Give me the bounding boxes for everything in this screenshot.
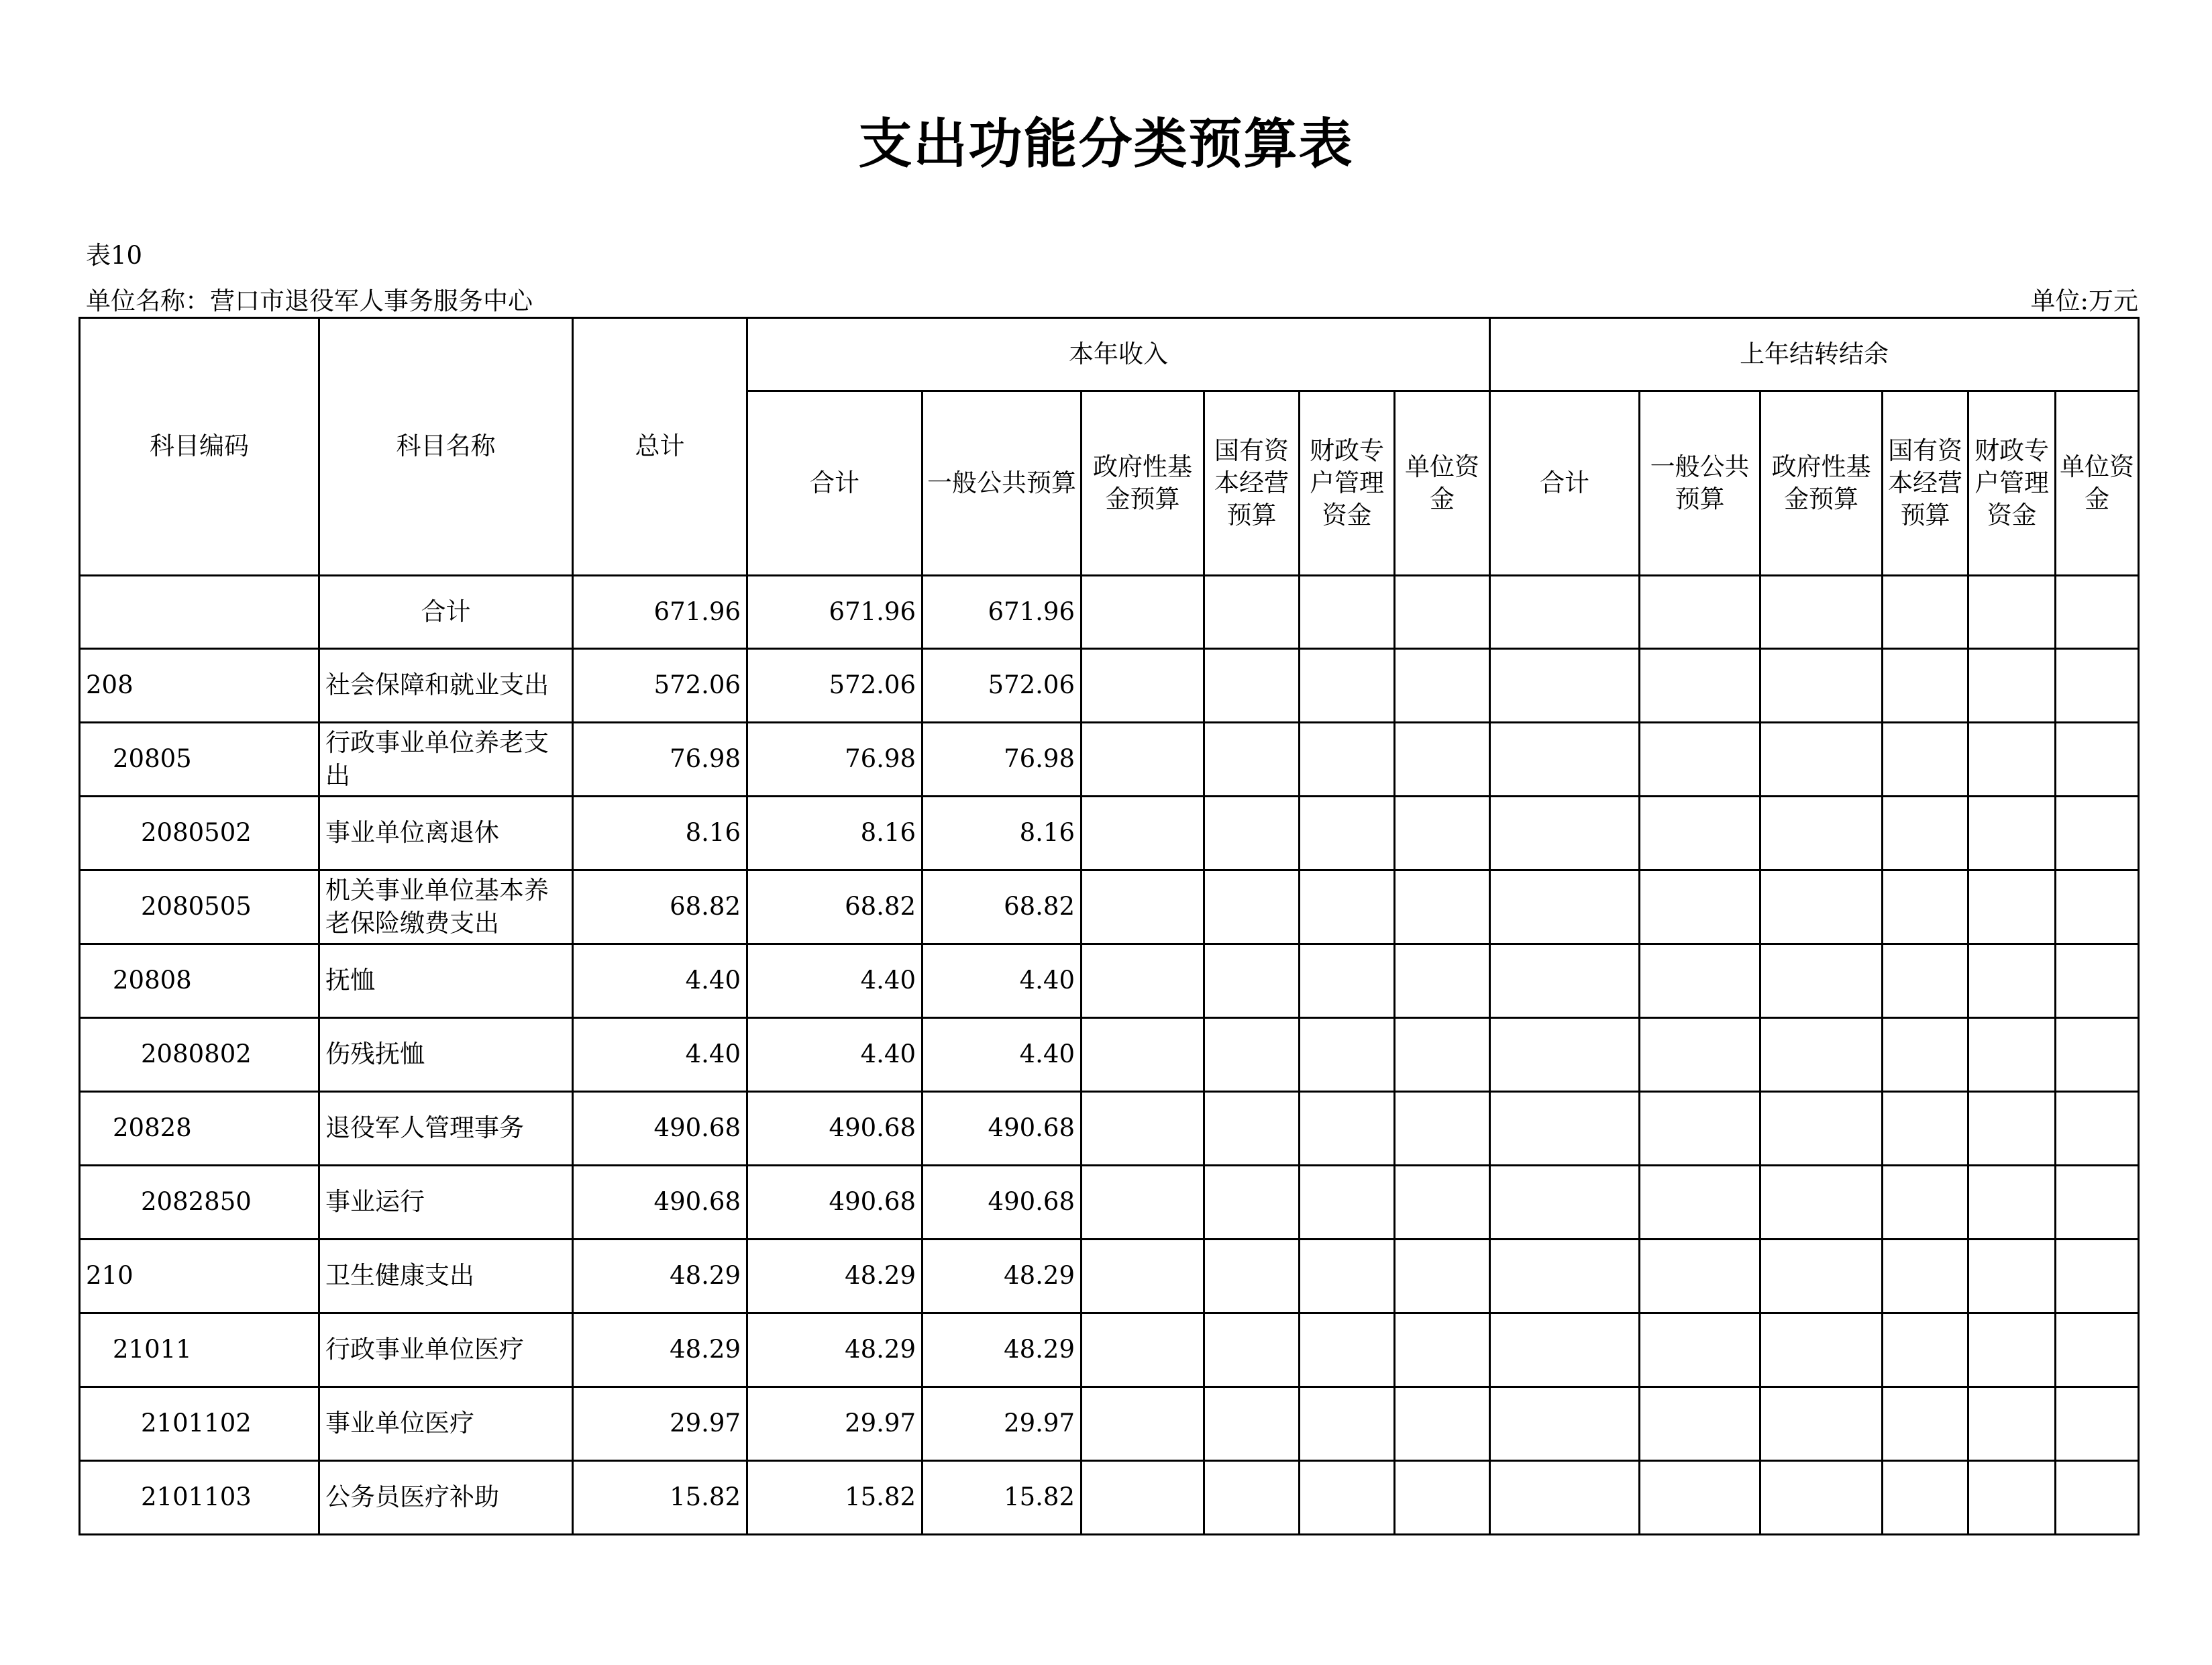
cell-cy-sum: 68.82 — [747, 870, 923, 944]
header-ly-fiscal-special: 财政专户管理资金 — [1968, 391, 2056, 576]
cell-cy-sum: 4.40 — [747, 1018, 923, 1092]
cell-cy-general: 48.29 — [923, 1313, 1082, 1387]
cell-empty — [1490, 1387, 1640, 1461]
cell-empty — [1395, 1240, 1490, 1313]
cell-empty — [1204, 1240, 1300, 1313]
cell-cy-sum: 48.29 — [747, 1240, 923, 1313]
header-last-year: 上年结转结余 — [1490, 318, 2139, 391]
cell-empty — [1490, 1166, 1640, 1240]
cell-empty — [1640, 1461, 1760, 1535]
cell-empty — [1395, 1387, 1490, 1461]
cell-empty — [2056, 1387, 2139, 1461]
cell-empty — [1490, 1092, 1640, 1166]
table-row — [80, 1092, 2139, 1166]
cell-empty — [1395, 870, 1490, 944]
cell-empty — [1204, 1018, 1300, 1092]
cell-name: 退役军人管理事务 — [319, 1092, 573, 1166]
cell-empty — [1640, 797, 1760, 870]
cell-empty — [1883, 1166, 1968, 1240]
cell-empty — [1883, 576, 1968, 649]
cell-empty — [1883, 649, 1968, 723]
cell-code: 20828 — [80, 1092, 319, 1166]
table-number: 表10 — [86, 241, 143, 270]
cell-empty — [1300, 649, 1395, 723]
cell-empty — [1204, 1461, 1300, 1535]
cell-empty — [1204, 870, 1300, 944]
cell-empty — [1300, 576, 1395, 649]
cell-name: 公务员医疗补助 — [319, 1461, 573, 1535]
cell-empty — [2056, 1240, 2139, 1313]
cell-empty — [1082, 1092, 1204, 1166]
cell-cy-sum: 490.68 — [747, 1166, 923, 1240]
header-code: 科目编码 — [80, 318, 319, 576]
cell-cy-general: 490.68 — [923, 1092, 1082, 1166]
table-row — [80, 797, 2139, 870]
cell-total: 4.40 — [573, 944, 747, 1018]
cell-empty — [1760, 723, 1883, 797]
cell-empty — [1760, 576, 1883, 649]
cell-empty — [1490, 576, 1640, 649]
cell-code: 2101103 — [80, 1461, 319, 1535]
cell-total: 572.06 — [573, 649, 747, 723]
cell-empty — [1968, 1461, 2056, 1535]
cell-empty — [1883, 1018, 1968, 1092]
cell-empty — [1490, 1461, 1640, 1535]
cell-empty — [2056, 1313, 2139, 1387]
cell-empty — [1300, 1018, 1395, 1092]
cell-cy-sum: 76.98 — [747, 723, 923, 797]
header-total: 总计 — [573, 318, 747, 576]
cell-empty — [1760, 797, 1883, 870]
cell-total: 76.98 — [573, 723, 747, 797]
header-ly-general: 一般公共预算 — [1640, 391, 1760, 576]
cell-empty — [1883, 944, 1968, 1018]
cell-total: 4.40 — [573, 1018, 747, 1092]
cell-empty — [1395, 1018, 1490, 1092]
cell-empty — [1300, 797, 1395, 870]
cell-total: 29.97 — [573, 1387, 747, 1461]
cell-empty — [1883, 1240, 1968, 1313]
cell-empty — [1760, 870, 1883, 944]
cell-empty — [1204, 797, 1300, 870]
cell-empty — [1490, 1018, 1640, 1092]
cell-empty — [1883, 1313, 1968, 1387]
cell-empty — [1300, 1240, 1395, 1313]
cell-empty — [1395, 1313, 1490, 1387]
table-row — [80, 870, 2139, 944]
cell-empty — [1204, 649, 1300, 723]
table-row — [80, 649, 2139, 723]
header-ly-state-capital: 国有资本经营预算 — [1883, 391, 1968, 576]
cell-empty — [1640, 1166, 1760, 1240]
cell-empty — [1082, 1166, 1204, 1240]
cell-empty — [1082, 1387, 1204, 1461]
cell-empty — [2056, 576, 2139, 649]
cell-empty — [1490, 1240, 1640, 1313]
cell-cy-general: 8.16 — [923, 797, 1082, 870]
page-title: 支出功能分类预算表 — [858, 112, 1354, 175]
cell-empty — [1640, 649, 1760, 723]
table-row — [80, 576, 2139, 649]
cell-empty — [1760, 1166, 1883, 1240]
cell-empty — [1300, 1461, 1395, 1535]
cell-empty — [1395, 1092, 1490, 1166]
cell-code: 2101102 — [80, 1387, 319, 1461]
header-ly-sum: 合计 — [1490, 391, 1640, 576]
header-cy-state-capital: 国有资本经营预算 — [1204, 391, 1300, 576]
cell-empty — [1204, 1166, 1300, 1240]
cell-cy-general: 48.29 — [923, 1240, 1082, 1313]
cell-cy-general: 671.96 — [923, 576, 1082, 649]
cell-empty — [1395, 649, 1490, 723]
cell-total: 68.82 — [573, 870, 747, 944]
cell-cy-general: 572.06 — [923, 649, 1082, 723]
cell-cy-sum: 572.06 — [747, 649, 923, 723]
cell-empty — [1883, 870, 1968, 944]
cell-empty — [1395, 576, 1490, 649]
cell-code: 2080802 — [80, 1018, 319, 1092]
cell-empty — [1968, 797, 2056, 870]
cell-cy-sum: 8.16 — [747, 797, 923, 870]
cell-total: 671.96 — [573, 576, 747, 649]
cell-empty — [1968, 1387, 2056, 1461]
cell-empty — [1883, 723, 1968, 797]
cell-cy-sum: 48.29 — [747, 1313, 923, 1387]
cell-empty — [1082, 1313, 1204, 1387]
cell-empty — [1490, 1313, 1640, 1387]
cell-empty — [2056, 1166, 2139, 1240]
cell-empty — [1968, 870, 2056, 944]
cell-cy-sum: 671.96 — [747, 576, 923, 649]
header-cy-gov-fund: 政府性基金预算 — [1082, 391, 1204, 576]
cell-empty — [1640, 1387, 1760, 1461]
cell-empty — [1640, 1313, 1760, 1387]
cell-empty — [1490, 649, 1640, 723]
cell-empty — [1300, 944, 1395, 1018]
cell-code: 20805 — [80, 723, 319, 797]
cell-empty — [1082, 1461, 1204, 1535]
cell-empty — [1082, 944, 1204, 1018]
cell-cy-general: 29.97 — [923, 1387, 1082, 1461]
cell-cy-general: 4.40 — [923, 944, 1082, 1018]
cell-empty — [1968, 1018, 2056, 1092]
cell-empty — [2056, 723, 2139, 797]
table-row — [80, 1166, 2139, 1240]
header-ly-unit-fund: 单位资金 — [2056, 391, 2139, 576]
cell-code: 208 — [80, 649, 319, 723]
cell-code: 2080502 — [80, 797, 319, 870]
cell-empty — [1300, 1166, 1395, 1240]
cell-total: 15.82 — [573, 1461, 747, 1535]
cell-name: 事业单位医疗 — [319, 1387, 573, 1461]
cell-empty — [2056, 1461, 2139, 1535]
cell-empty — [1204, 1092, 1300, 1166]
cell-empty — [1490, 944, 1640, 1018]
cell-code: 2080505 — [80, 870, 319, 944]
cell-empty — [1760, 1313, 1883, 1387]
header-cy-sum: 合计 — [747, 391, 923, 576]
cell-empty — [1968, 1240, 2056, 1313]
header-current-year: 本年收入 — [747, 318, 1490, 391]
cell-name: 事业运行 — [319, 1166, 573, 1240]
cell-empty — [2056, 1018, 2139, 1092]
cell-name: 事业单位离退休 — [319, 797, 573, 870]
cell-total: 48.29 — [573, 1240, 747, 1313]
cell-empty — [1968, 649, 2056, 723]
cell-empty — [1204, 723, 1300, 797]
cell-empty — [1490, 870, 1640, 944]
cell-empty — [1760, 1461, 1883, 1535]
cell-empty — [1760, 1092, 1883, 1166]
cell-empty — [1395, 723, 1490, 797]
cell-empty — [1082, 797, 1204, 870]
cell-empty — [1640, 870, 1760, 944]
cell-empty — [2056, 870, 2139, 944]
table-row — [80, 1240, 2139, 1313]
cell-empty — [1760, 649, 1883, 723]
cell-empty — [1640, 1018, 1760, 1092]
cell-empty — [2056, 649, 2139, 723]
header-name: 科目名称 — [319, 318, 573, 576]
cell-empty — [1883, 1461, 1968, 1535]
cell-total: 48.29 — [573, 1313, 747, 1387]
cell-empty — [1640, 944, 1760, 1018]
cell-name: 机关事业单位基本养老保险缴费支出 — [319, 870, 573, 944]
cell-cy-general: 490.68 — [923, 1166, 1082, 1240]
cell-empty — [1490, 723, 1640, 797]
cell-empty — [1640, 576, 1760, 649]
cell-name: 行政事业单位医疗 — [319, 1313, 573, 1387]
cell-empty — [2056, 797, 2139, 870]
table-row — [80, 1313, 2139, 1387]
cell-empty — [1968, 944, 2056, 1018]
cell-empty — [1395, 944, 1490, 1018]
cell-empty — [1968, 1092, 2056, 1166]
table-row — [80, 1018, 2139, 1092]
table-row — [80, 723, 2139, 797]
cell-empty — [1760, 1240, 1883, 1313]
header-ly-gov-fund: 政府性基金预算 — [1760, 391, 1883, 576]
cell-cy-general: 76.98 — [923, 723, 1082, 797]
cell-empty — [1395, 1166, 1490, 1240]
cell-empty — [1883, 797, 1968, 870]
cell-empty — [1082, 723, 1204, 797]
cell-empty — [1968, 1166, 2056, 1240]
cell-code: 21011 — [80, 1313, 319, 1387]
cell-empty — [1395, 1461, 1490, 1535]
cell-code: 210 — [80, 1240, 319, 1313]
cell-total: 8.16 — [573, 797, 747, 870]
cell-name: 社会保障和就业支出 — [319, 649, 573, 723]
cell-cy-sum: 4.40 — [747, 944, 923, 1018]
cell-name: 伤残抚恤 — [319, 1018, 573, 1092]
cell-empty — [1204, 576, 1300, 649]
cell-empty — [1300, 1387, 1395, 1461]
cell-cy-sum: 29.97 — [747, 1387, 923, 1461]
cell-empty — [1082, 870, 1204, 944]
cell-empty — [2056, 944, 2139, 1018]
cell-cy-general: 68.82 — [923, 870, 1082, 944]
cell-empty — [1968, 723, 2056, 797]
currency-unit: 单位:万元 — [2030, 287, 2138, 315]
cell-code: 2082850 — [80, 1166, 319, 1240]
cell-name: 抚恤 — [319, 944, 573, 1018]
cell-empty — [1300, 1092, 1395, 1166]
cell-empty — [1883, 1092, 1968, 1166]
cell-empty — [1640, 1092, 1760, 1166]
table-row — [80, 1461, 2139, 1535]
budget-table — [78, 317, 2140, 1535]
unit-name: 单位名称：营口市退役军人事务服务中心 — [86, 287, 533, 315]
cell-empty — [1640, 1240, 1760, 1313]
cell-empty — [1760, 944, 1883, 1018]
table-row — [80, 1387, 2139, 1461]
cell-cy-general: 15.82 — [923, 1461, 1082, 1535]
cell-empty — [1640, 723, 1760, 797]
cell-empty — [1204, 944, 1300, 1018]
cell-empty — [1300, 723, 1395, 797]
cell-code: 20808 — [80, 944, 319, 1018]
cell-total: 490.68 — [573, 1166, 747, 1240]
cell-empty — [1760, 1018, 1883, 1092]
cell-empty — [1968, 576, 2056, 649]
cell-empty — [1883, 1387, 1968, 1461]
header-cy-unit-fund: 单位资金 — [1395, 391, 1490, 576]
cell-cy-general: 4.40 — [923, 1018, 1082, 1092]
cell-empty — [1204, 1313, 1300, 1387]
cell-empty — [1300, 1313, 1395, 1387]
cell-empty — [1968, 1313, 2056, 1387]
cell-empty — [1082, 1018, 1204, 1092]
cell-empty — [1300, 870, 1395, 944]
cell-empty — [1204, 1387, 1300, 1461]
cell-total: 490.68 — [573, 1092, 747, 1166]
cell-name: 行政事业单位养老支出 — [319, 723, 573, 797]
cell-name: 卫生健康支出 — [319, 1240, 573, 1313]
cell-name: 合计 — [319, 576, 573, 649]
header-cy-fiscal-special: 财政专户管理资金 — [1300, 391, 1395, 576]
cell-code — [80, 576, 319, 649]
cell-cy-sum: 15.82 — [747, 1461, 923, 1535]
cell-empty — [1082, 649, 1204, 723]
cell-empty — [1760, 1387, 1883, 1461]
cell-empty — [1082, 1240, 1204, 1313]
cell-cy-sum: 490.68 — [747, 1092, 923, 1166]
cell-empty — [1490, 797, 1640, 870]
cell-empty — [2056, 1092, 2139, 1166]
header-cy-general: 一般公共预算 — [923, 391, 1082, 576]
table-row — [80, 944, 2139, 1018]
cell-empty — [1395, 797, 1490, 870]
cell-empty — [1082, 576, 1204, 649]
